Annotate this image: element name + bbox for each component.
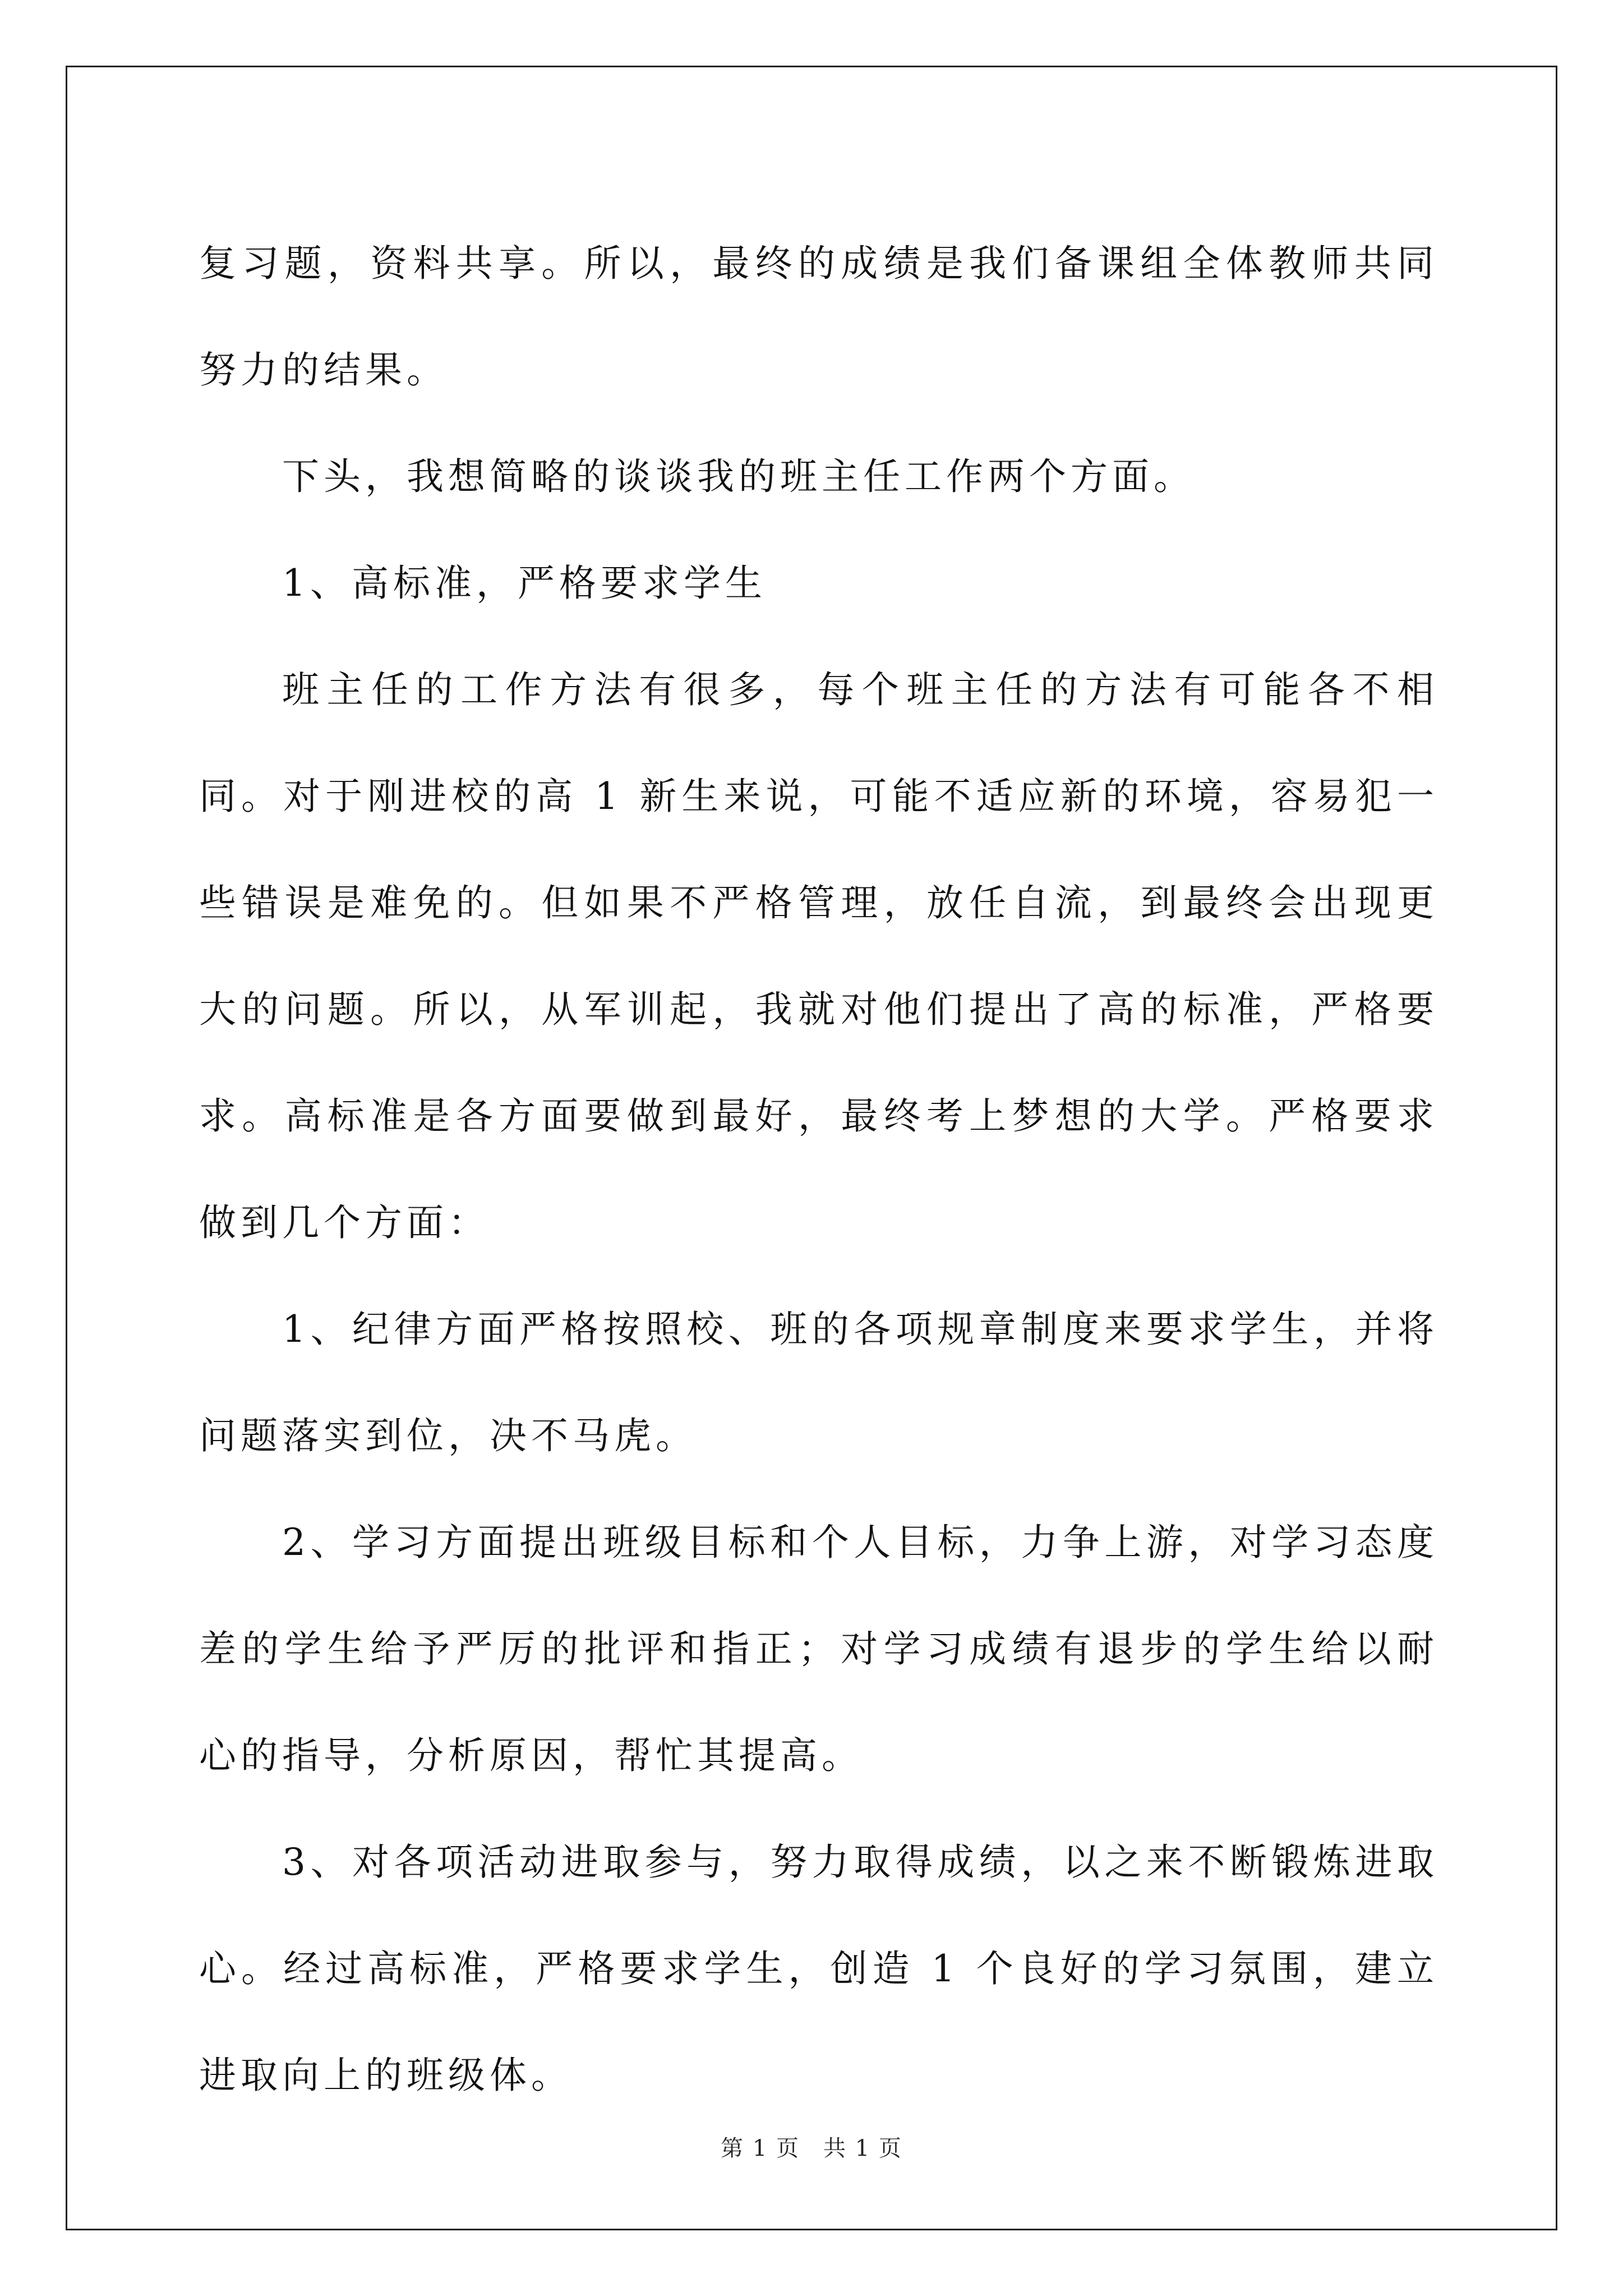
- paragraph-method: 班主任的工作方法有很多，每个班主任的方法有可能各不相同。对于刚进校的高 1 新生来说，可能不适应新的环境，容易犯一些错误是难免的。但如果不严格管理，放任自流，到最终会出现更大的问题。所以，从军训起，我就对他们提出了高的标准，严格要求。高标准是各方面要做到最好，最终考上梦想的大学。严格要求做到几个方面：: [199, 668, 1438, 1244]
- document-body: [199, 210, 1438, 2129]
- paragraph-continued: 复习题，资料共享。所以，最终的成绩是我们备课组全体教师共同努力的结果。: [199, 242, 1438, 392]
- paragraph-intro: 下头，我想简略的谈谈我的班主任工作两个方面。: [282, 455, 1195, 498]
- section-heading: 1、高标准，严格要求学生: [282, 562, 767, 605]
- page-number-footer: 第 1 页 共 1 页: [721, 2136, 902, 2161]
- list-item-activities: 3、对各项活动进取参与，努力取得成绩，以之来不断锻炼进取心。经过高标准，严格要求学生，创造 1 个良好的学习氛围，建立进取向上的班级体。: [199, 1841, 1438, 2097]
- list-item-study: 2、学习方面提出班级目标和个人目标，力争上游，对学习态度差的学生给予严厉的批评和指正；对学习成绩有退步的学生给以耐心的指导，分析原因，帮忙其提高。: [199, 1521, 1438, 1777]
- list-item-discipline: 1、纪律方面严格按照校、班的各项规章制度来要求学生，并将问题落实到位，决不马虎。: [199, 1308, 1438, 1457]
